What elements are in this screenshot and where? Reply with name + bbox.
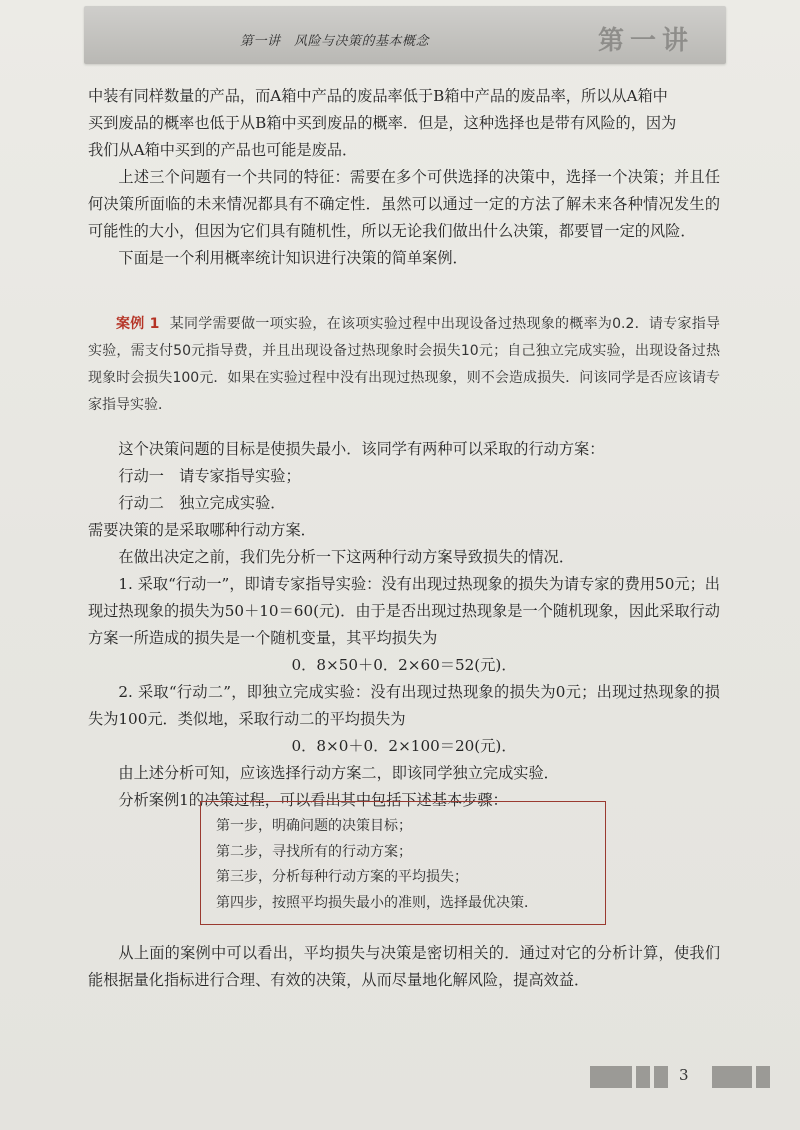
analysis-section: [88, 436, 720, 814]
action-one: 行动一 请专家指导实验；: [118, 467, 301, 485]
steps-intro: 分析案例1的决策过程，可以看出其中包括下述基本步骤：: [118, 791, 508, 809]
footer-bar: [712, 1066, 752, 1088]
action-two: 行动二 独立完成实验．: [118, 494, 286, 512]
analysis-goal: 这个决策问题的目标是使损失最小．该同学有两种可以采取的行动方案：: [118, 440, 605, 458]
step-1: 第一步，明确问题的决策目标；: [216, 818, 412, 834]
step-3: 第三步，分析每种行动方案的平均损失；: [216, 869, 468, 885]
closing-section: [88, 940, 720, 994]
footer-bar: [590, 1066, 632, 1088]
case-1-block: [88, 311, 720, 419]
footer-decoration-left: [590, 1066, 668, 1088]
header-title: 第一讲 风险与决策的基本概念: [240, 34, 430, 49]
intro-section: [88, 83, 720, 272]
step-2: 第二步，寻找所有的行动方案；: [216, 843, 412, 860]
chapter-mark: 第一讲: [598, 26, 695, 56]
intro-paragraph-3: 下面是一个利用概率统计知识进行决策的简单案例．: [118, 249, 468, 267]
formula-1: 0．8×50＋0．2×60＝52(元)．: [291, 656, 517, 674]
case-1-label: 案例 1: [116, 316, 160, 332]
footer-bar: [636, 1066, 650, 1088]
intro-line-3: 我们从A箱中买到的产品也可能是废品．: [88, 141, 358, 159]
intro-line-1: 中装有同样数量的产品，而A箱中产品的废品率低于B箱中产品的废品率，所以从A箱中: [88, 87, 668, 105]
steps-box: [200, 801, 606, 925]
footer-bar: [756, 1066, 770, 1088]
analysis-conclusion: 由上述分析可知，应该选择行动方案二，即该同学独立完成实验．: [118, 764, 559, 782]
case-1-text: 某同学需要做一项实验，在该项实验过程中出现设备过热现象的概率为0.2．请专家指导实验，需支付50元指导费，并且出现设备过热现象时会损失10元；自己独立完成实验，出现设备过热现象时会损失100元．如果在实验过程中没有出现过热现象，则不会造成损失．问该同学是否应该请专家指导实验．: [88, 316, 720, 413]
intro-paragraph-2: 上述三个问题有一个共同的特征：需要在多个可供选择的决策中，选择一个决策；并且任何决策所面临的未来情况都具有不确定性．虽然可以通过一定的方法了解未来各种情况发生的可能性的大小，但因为它们具有随机性，所以无论我们做出什么决策，都要冒一定的风险．: [88, 168, 720, 240]
case-1-paragraph: [88, 311, 720, 419]
footer-bar: [654, 1066, 668, 1088]
step-4: 第四步，按照平均损失最小的准则，选择最优决策．: [216, 894, 538, 911]
formula-2: 0．8×0＋0．2×100＝20(元)．: [291, 737, 517, 755]
analysis-decide: 需要决策的是采取哪种行动方案．: [88, 521, 316, 539]
intro-line-2: 买到废品的概率也低于从B箱中买到废品的概率．但是，这种选择也是带有风险的，因为: [88, 114, 677, 132]
analysis-before: 在做出决定之前，我们先分析一下这两种行动方案导致损失的情况．: [118, 548, 575, 566]
closing-paragraph: 从上面的案例中可以看出，平均损失与决策是密切相关的．通过对它的分析计算，使我们能根据量化指标进行合理、有效的决策，从而尽量地化解风险，提高效益．: [88, 944, 720, 989]
page-number: 3: [679, 1066, 689, 1084]
analysis-item-2: 2. 采取“行动二”，即独立完成实验：没有出现过热现象的损失为0元；出现过热现象的损失为100元．类似地，采取行动二的平均损失为: [88, 683, 720, 728]
footer-decoration-right: [712, 1066, 770, 1088]
analysis-item-1: 1. 采取“行动一”，即请专家指导实验：没有出现过热现象的损失为请专家的费用50元；出现过热现象的损失为50＋10＝60(元)．由于是否出现过热现象是一个随机现象，因此采取行动方案一所造成的损失是一个随机变量，其平均损失为: [88, 575, 720, 647]
